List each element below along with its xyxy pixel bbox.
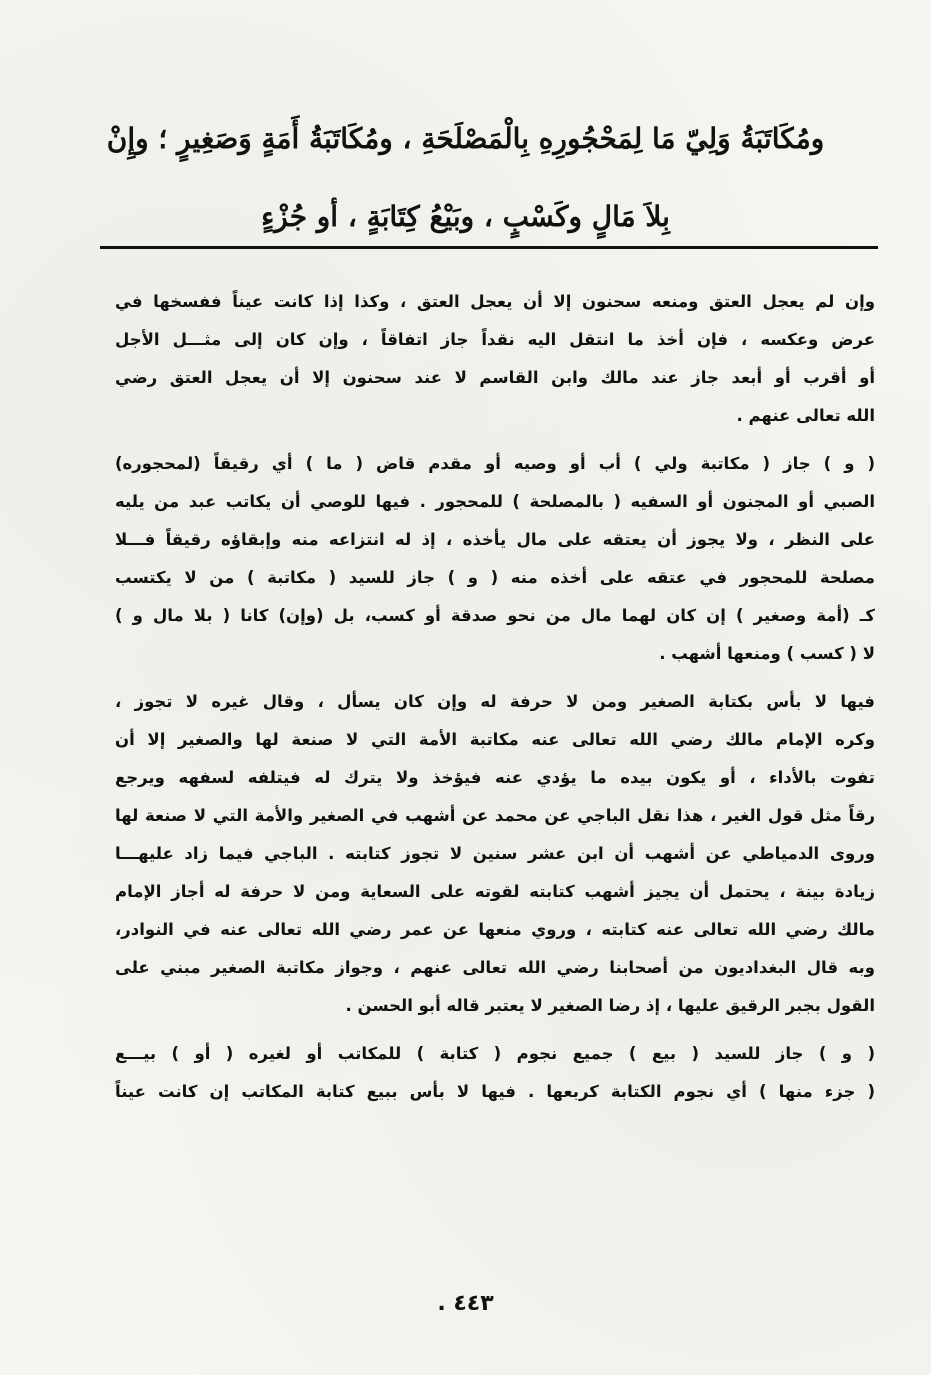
text-line: وإن لم يعجل العتق ومنعه سحنون إلا أن يعجل العتق ، وكذا إذا كانت عيناً ففسخها في [115, 292, 875, 311]
text-line: كـ (أمة وصغير ) إن كان لهما مال من نحو صدقة أو كسب، بل (وإن) كانا ( بلا مال و ) [115, 606, 875, 625]
matn-line-2: بِلاَ مَالٍ وكَسْبٍ ، وبَيْعُ كِتَابَةٍ ، أو جُزْءٍ [261, 200, 670, 233]
text-line: رقاً مثل قول الغير ، هذا نقل الباجي عن محمد عن أشهب في الصغير والأمة التي لا صنعة لها [115, 806, 875, 825]
matn-text [60, 100, 871, 256]
paragraph-1 [115, 283, 875, 435]
text-line: ( و ) جاز للسيد ( بيع ) جميع نجوم ( كتابة ) للمكاتب أو لغيره ( أو ) بيـــع [115, 1044, 875, 1063]
text-line: مصلحة للمحجور في عتقه على أخذه منه ( و ) جاز للسيد ( مكاتبة ) من لا يكتسب [115, 568, 875, 587]
text-line: ( جزء منها ) أي نجوم الكتابة كربعها . فيها لا بأس ببيع كتابة المكاتب إن كانت عيناً [115, 1082, 875, 1101]
text-line: تفوت بالأداء ، أو يكون بيده ما يؤدي عنه فيؤخذ ولا يترك له فيتلفه لسفهه ويرجع [115, 768, 875, 787]
text-line: على النظر ، ولا يجوز أن يعتقه على مال يأخذه ، إذ له انتزاعه منه وإبقاؤه رقيقاً فـــلا [115, 530, 875, 549]
text-line: الصبي أو المجنون أو السفيه ( بالمصلحة ) للمحجور . فيها للوصي أن يكاتب عبد من يليه [115, 492, 875, 511]
paragraph-3 [115, 683, 875, 1025]
text-line: وكره الإمام مالك رضي الله تعالى عنه مكاتبة الأمة التي لا صنعة لها والصغير إلا أن [115, 730, 875, 749]
matn-line-1: ومُكَاتَبَةُ وَلِيّ مَا لِمَحْجُورِهِ بِالْمَصْلَحَةِ ، ومُكَاتَبَةُ أَمَةٍ وَصَغِيرٍ ؛ وإِنْ [106, 122, 825, 155]
page-number: ٤٤٣ . [437, 1291, 494, 1316]
commentary-text [115, 283, 875, 1111]
text-line: عرض وعكسه ، فإن أخذ ما انتقل اليه نقداً جاز اتفاقاً ، وإن كان إلى مثـــل الأجل [115, 330, 875, 349]
text-line: وروى الدمياطي عن أشهب أن ابن عشر سنين لا تجوز كتابته . الباجي فيما زاد عليهـــا [115, 844, 875, 863]
text-line: القول بجبر الرقيق عليها ، إذ رضا الصغير لا يعتبر قاله أبو الحسن . [345, 996, 875, 1015]
paragraph-2 [115, 445, 875, 673]
text-line: لا ( كسب ) ومنعها أشهب . [659, 644, 875, 663]
paragraph-4 [115, 1035, 875, 1111]
text-line: ( و ) جاز ( مكاتبة ولي ) أب أو وصيه أو مقدم قاض ( ما ) أي رقيقاً (لمحجوره) [115, 454, 875, 473]
text-line: الله تعالى عنهم . [736, 406, 875, 425]
horizontal-divider [100, 246, 878, 249]
text-line: أو أقرب أو أبعد جاز عند مالك وابن القاسم لا عند سحنون إلا أن يعجل العتق رضي [115, 368, 875, 387]
text-line: مالك رضي الله تعالى عنه كتابته ، وروي منعها عن عمر رضي الله تعالى عنه في النوادر، [115, 920, 875, 939]
text-line: زيادة بينة ، يحتمل أن يجيز أشهب كتابته لقوته على السعاية ومن لا حرفة له أجاز الإمام [115, 882, 875, 901]
text-line: وبه قال البغداديون من أصحابنا رضي الله تعالى عنهم ، وجواز مكاتبة الصغير مبني على [115, 958, 875, 977]
text-line: فيها لا بأس بكتابة الصغير ومن لا حرفة له وإن كان يسأل ، وقال غيره لا تجوز ، [115, 692, 875, 711]
